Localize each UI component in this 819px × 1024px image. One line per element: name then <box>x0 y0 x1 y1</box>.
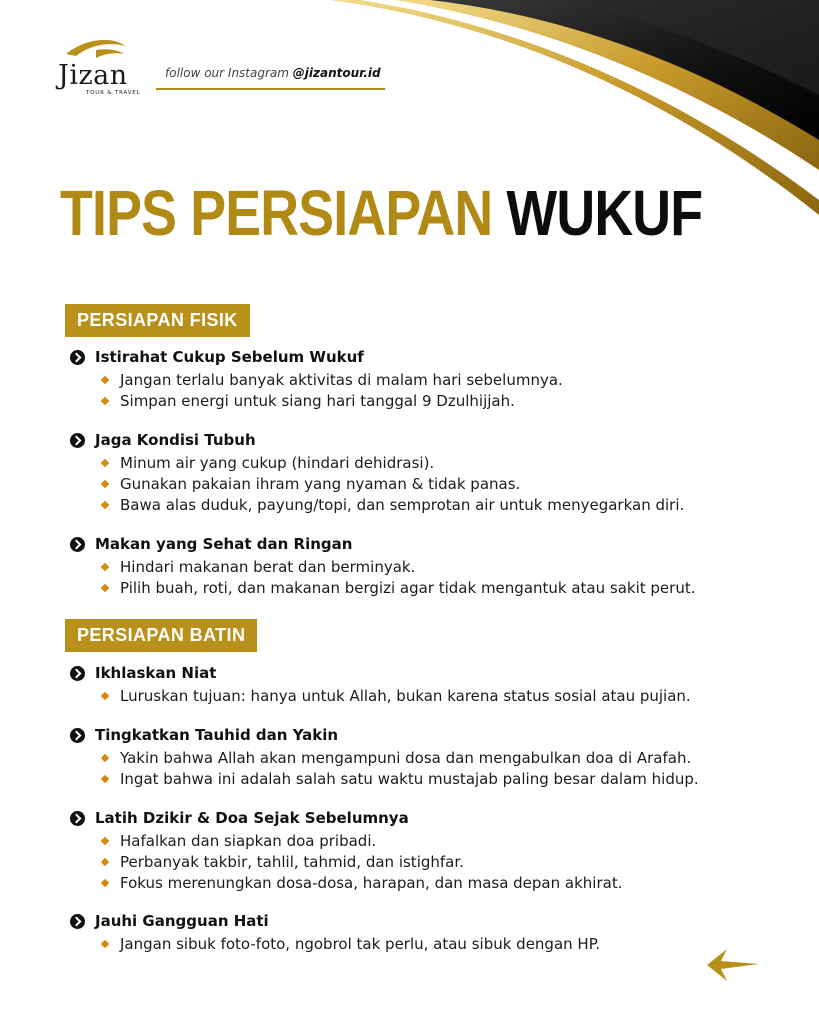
list-item <box>70 347 770 411</box>
check-circle-icon <box>70 350 85 365</box>
item-title: Makan yang Sehat dan Ringan <box>95 535 353 553</box>
sub-point: Ingat bahwa ini adalah salah satu waktu mustajab paling besar dalam hidup. <box>100 768 770 789</box>
sub-point: Perbanyak takbir, tahlil, tahmid, dan istighfar. <box>100 851 770 872</box>
diamond-bullet-icon <box>101 753 109 761</box>
sub-point: Luruskan tujuan: hanya untuk Allah, bukan karena status sosial atau pujian. <box>100 685 770 706</box>
section-heading-fisik: PERSIAPAN FISIK <box>65 304 250 337</box>
diamond-bullet-icon <box>101 562 109 570</box>
diamond-bullet-icon <box>101 691 109 699</box>
item-title: Tingkatkan Tauhid dan Yakin <box>95 726 339 744</box>
item-title: Jaga Kondisi Tubuh <box>95 431 256 449</box>
check-circle-icon <box>70 728 85 743</box>
follow-prefix: follow our Instagram <box>165 66 289 80</box>
title-black: WUKUF <box>506 177 703 249</box>
sub-point: Jangan sibuk foto-foto, ngobrol tak perlu, atau sibuk dengan HP. <box>100 933 770 954</box>
check-circle-icon <box>70 811 85 826</box>
list-item <box>70 430 770 515</box>
check-circle-icon <box>70 914 85 929</box>
item-title: Ikhlaskan Niat <box>95 664 217 682</box>
follow-instagram <box>165 66 381 80</box>
diamond-bullet-icon <box>101 774 109 782</box>
list-item <box>70 663 770 706</box>
diamond-bullet-icon <box>101 458 109 466</box>
instagram-handle[interactable]: @jizantour.id <box>292 66 381 80</box>
sub-point: Fokus merenungkan dosa-dosa, harapan, dan masa depan akhirat. <box>100 872 770 893</box>
check-circle-icon <box>70 433 85 448</box>
diamond-bullet-icon <box>101 375 109 383</box>
list-item <box>70 911 770 954</box>
arrow-left-icon[interactable] <box>705 947 761 983</box>
item-title: Jauhi Gangguan Hati <box>95 912 269 930</box>
diamond-bullet-icon <box>101 857 109 865</box>
diamond-bullet-icon <box>101 500 109 508</box>
list-item <box>70 725 770 789</box>
brand-tagline: TOUR & TRAVEL <box>86 90 141 96</box>
item-title: Istirahat Cukup Sebelum Wukuf <box>95 348 364 366</box>
check-circle-icon <box>70 666 85 681</box>
sub-point: Hafalkan dan siapkan doa pribadi. <box>100 830 770 851</box>
brand-name: Jizan <box>58 60 128 91</box>
sub-point: Minum air yang cukup (hindari dehidrasi). <box>100 452 770 473</box>
section-heading-batin: PERSIAPAN BATIN <box>65 619 257 652</box>
sub-point: Gunakan pakaian ihram yang nyaman & tidak panas. <box>100 473 770 494</box>
diamond-bullet-icon <box>101 396 109 404</box>
diamond-bullet-icon <box>101 479 109 487</box>
page-title <box>60 158 702 268</box>
follow-underline <box>156 88 385 90</box>
list-item <box>70 808 770 893</box>
diamond-bullet-icon <box>101 836 109 844</box>
diamond-bullet-icon <box>101 583 109 591</box>
sub-point: Simpan energi untuk siang hari tanggal 9 Dzulhijjah. <box>100 390 770 411</box>
diamond-bullet-icon <box>101 939 109 947</box>
item-title: Latih Dzikir & Doa Sejak Sebelumnya <box>95 809 409 827</box>
sub-point: Hindari makanan berat dan berminyak. <box>100 556 770 577</box>
sub-point: Bawa alas duduk, payung/topi, dan semprotan air untuk menyegarkan diri. <box>100 494 770 515</box>
title-gold: TIPS PERSIAPAN <box>60 177 493 249</box>
sub-point: Jangan terlalu banyak aktivitas di malam hari sebelumnya. <box>100 369 770 390</box>
list-item <box>70 534 770 598</box>
check-circle-icon <box>70 537 85 552</box>
sub-point: Yakin bahwa Allah akan mengampuni dosa dan mengabulkan doa di Arafah. <box>100 747 770 768</box>
sub-point: Pilih buah, roti, dan makanan bergizi agar tidak mengantuk atau sakit perut. <box>100 577 770 598</box>
diamond-bullet-icon <box>101 878 109 886</box>
